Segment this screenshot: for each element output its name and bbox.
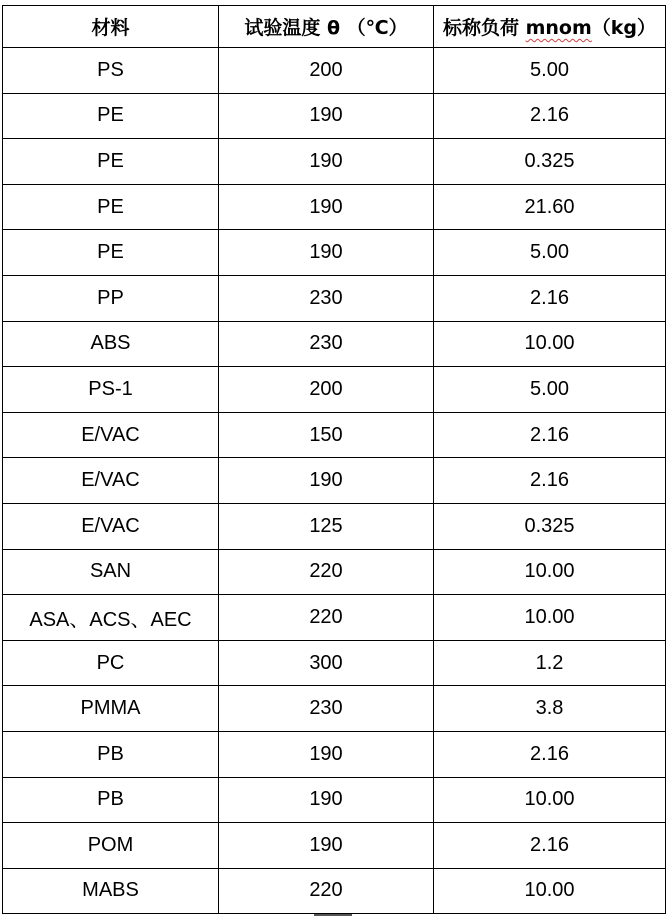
cell-load: 2.16 — [434, 731, 666, 777]
table-row — [3, 777, 666, 823]
table-row — [3, 549, 666, 595]
cell-temperature: 150 — [219, 412, 434, 458]
cell-temperature: 125 — [219, 503, 434, 549]
table-row — [3, 48, 666, 94]
cell-material: PS — [3, 48, 219, 94]
table-row — [3, 595, 666, 641]
header-temperature: 试验温度 θ （℃） — [219, 6, 434, 48]
cell-load: 10.00 — [434, 868, 666, 914]
cell-load: 10.00 — [434, 549, 666, 595]
cell-temperature: 230 — [219, 275, 434, 321]
cell-load: 5.00 — [434, 367, 666, 413]
cell-temperature: 230 — [219, 686, 434, 732]
cell-load: 5.00 — [434, 48, 666, 94]
cell-material: E/VAC — [3, 412, 219, 458]
cell-temperature: 190 — [219, 731, 434, 777]
cell-material: PE — [3, 93, 219, 139]
cell-temperature: 200 — [219, 48, 434, 94]
table-row — [3, 275, 666, 321]
cell-load: 10.00 — [434, 321, 666, 367]
cell-temperature: 190 — [219, 777, 434, 823]
header-nominal-load — [434, 6, 666, 48]
cell-load: 3.8 — [434, 686, 666, 732]
cell-temperature: 300 — [219, 640, 434, 686]
material-test-table — [2, 5, 666, 914]
cell-temperature: 190 — [219, 458, 434, 504]
table-row — [3, 230, 666, 276]
header-row — [3, 6, 666, 48]
page-footer-mark — [314, 914, 352, 916]
cell-material: ABS — [3, 321, 219, 367]
cell-load: 2.16 — [434, 823, 666, 869]
cell-material: ASA、ACS、AEC — [3, 595, 219, 641]
cell-load: 2.16 — [434, 412, 666, 458]
table-row — [3, 823, 666, 869]
table-row — [3, 686, 666, 732]
header-material: 材料 — [3, 6, 219, 48]
table-row — [3, 868, 666, 914]
table-row — [3, 412, 666, 458]
cell-temperature: 190 — [219, 139, 434, 185]
cell-material: E/VAC — [3, 458, 219, 504]
table-row — [3, 503, 666, 549]
table-row — [3, 184, 666, 230]
cell-material: PE — [3, 230, 219, 276]
cell-load: 10.00 — [434, 777, 666, 823]
cell-load: 1.2 — [434, 640, 666, 686]
table-row — [3, 458, 666, 504]
cell-material: SAN — [3, 549, 219, 595]
cell-load: 5.00 — [434, 230, 666, 276]
cell-load: 0.325 — [434, 503, 666, 549]
cell-load: 2.16 — [434, 93, 666, 139]
table-row — [3, 731, 666, 777]
cell-material: PP — [3, 275, 219, 321]
cell-material: PB — [3, 731, 219, 777]
cell-temperature: 220 — [219, 595, 434, 641]
cell-temperature: 190 — [219, 184, 434, 230]
cell-material: PE — [3, 139, 219, 185]
cell-load: 2.16 — [434, 275, 666, 321]
table-body — [3, 48, 666, 914]
cell-material: PE — [3, 184, 219, 230]
cell-load: 10.00 — [434, 595, 666, 641]
table-row — [3, 139, 666, 185]
table-row — [3, 93, 666, 139]
header-load-suffix: （kg） — [591, 17, 657, 39]
table-row — [3, 367, 666, 413]
cell-material: POM — [3, 823, 219, 869]
cell-temperature: 190 — [219, 230, 434, 276]
cell-material: PMMA — [3, 686, 219, 732]
cell-load: 2.16 — [434, 458, 666, 504]
table-row — [3, 640, 666, 686]
cell-material: PS-1 — [3, 367, 219, 413]
cell-material: PC — [3, 640, 219, 686]
cell-temperature: 200 — [219, 367, 434, 413]
cell-temperature: 220 — [219, 868, 434, 914]
cell-material: MABS — [3, 868, 219, 914]
table-header — [3, 6, 666, 48]
cell-load: 21.60 — [434, 184, 666, 230]
header-load-prefix: 标称负荷 — [442, 17, 526, 39]
cell-load: 0.325 — [434, 139, 666, 185]
cell-temperature: 190 — [219, 823, 434, 869]
cell-material: PB — [3, 777, 219, 823]
cell-temperature: 220 — [219, 549, 434, 595]
header-load-unit-word: mnom — [525, 17, 592, 39]
table-row — [3, 321, 666, 367]
cell-temperature: 230 — [219, 321, 434, 367]
cell-temperature: 190 — [219, 93, 434, 139]
cell-material: E/VAC — [3, 503, 219, 549]
